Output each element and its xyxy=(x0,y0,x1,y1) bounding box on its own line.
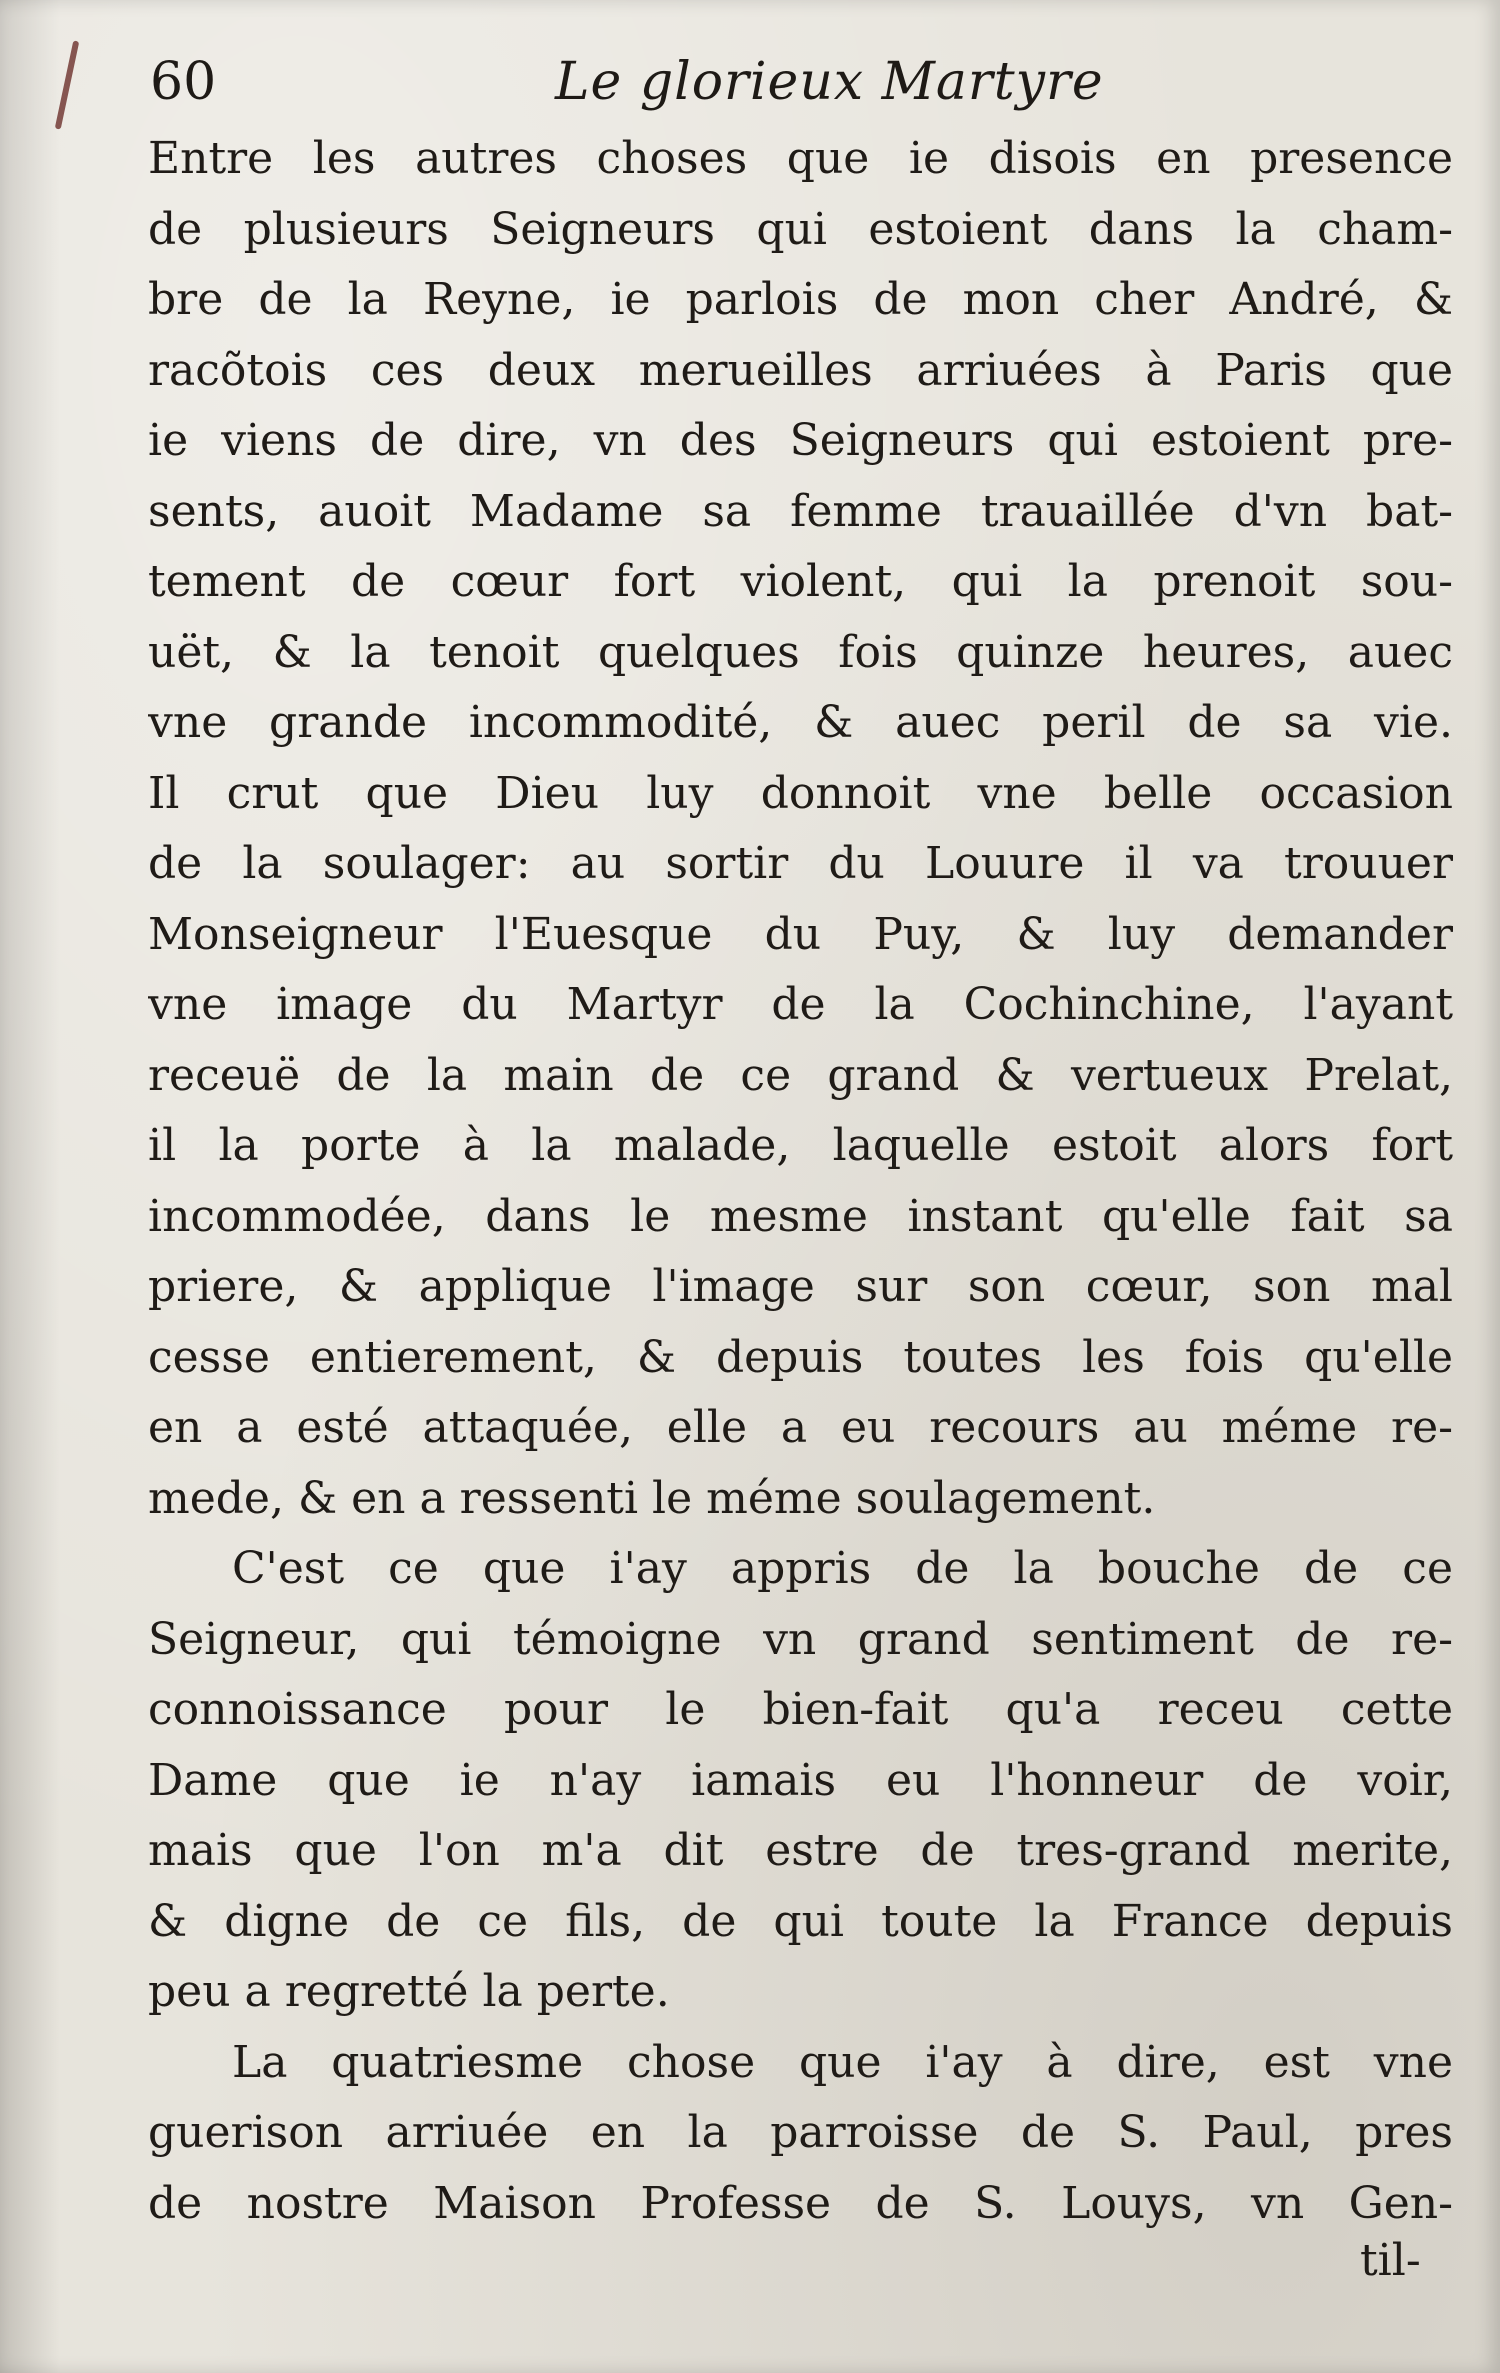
text-line: cesse entierement, & depuis toutes les fois qu'elle xyxy=(148,1331,1453,1383)
catchword: til- xyxy=(1360,2235,1421,2286)
paragraph-start-line: C'est ce que i'ay appris de la bouche de ce xyxy=(232,1543,1453,1594)
ink-margin-mark xyxy=(55,40,80,129)
text-line: Il crut que Dieu luy donnoit vne belle occasion xyxy=(148,767,1453,819)
text-line: ie viens de dire, vn des Seigneurs qui estoient pre- xyxy=(148,415,1453,466)
text-line: & digne de ce fils, de qui toute la France depuis xyxy=(148,1895,1453,1947)
text-line: mais que l'on m'a dit estre de tres-grand merite, xyxy=(148,1825,1453,1876)
text-line: guerison arriuée en la parroisse de S. Paul, pres xyxy=(148,2107,1453,2158)
page-header xyxy=(150,52,1450,122)
text-line: vne grande incommodité, & auec peril de sa vie. xyxy=(148,697,1453,748)
text-line: uët, & la tenoit quelques fois quinze heures, auec xyxy=(148,626,1453,678)
text-line: de plusieurs Seigneurs qui estoient dans la cham- xyxy=(148,203,1453,255)
text-line: bre de la Reyne, ie parlois de mon cher André, & xyxy=(148,274,1453,325)
text-line: il la porte à la malade, laquelle estoit alors fort xyxy=(148,1120,1453,1171)
text-line: en a esté attaquée, elle a eu recours au méme re- xyxy=(148,1402,1453,1453)
running-title: Le glorieux Martyre xyxy=(555,52,1104,112)
text-line: vne image du Martyr de la Cochinchine, l'ayant xyxy=(148,979,1453,1030)
text-line: peu a regretté la perte. xyxy=(148,1966,670,2017)
text-line: mede, & en a ressenti le méme soulagement. xyxy=(148,1472,1156,1524)
text-line: racõtois ces deux merueilles arriuées à Paris que xyxy=(148,344,1453,396)
page-number: 60 xyxy=(150,52,217,112)
paragraph-start-line: La quatriesme chose que i'ay à dire, est vne xyxy=(232,2036,1453,2088)
text-line: Seigneur, qui témoigne vn grand sentiment de re- xyxy=(148,1613,1453,1665)
body-text xyxy=(148,124,1453,2239)
text-line: receuë de la main de ce grand & vertueux Prelat, xyxy=(148,1049,1453,1101)
text-line: incommodée, dans le mesme instant qu'elle fait sa xyxy=(148,1190,1453,1242)
text-line: priere, & applique l'image sur son cœur, son mal xyxy=(148,1261,1453,1312)
text-line: de la soulager: au sortir du Louure il va trouuer xyxy=(148,838,1453,889)
text-line: tement de cœur fort violent, qui la prenoit sou- xyxy=(148,556,1453,607)
text-line: sents, auoit Madame sa femme trauaillée d'vn bat- xyxy=(148,485,1453,537)
text-line: Monseigneur l'Euesque du Puy, & luy demander xyxy=(148,908,1453,960)
text-line: Entre les autres choses que ie disois en presence xyxy=(148,133,1453,184)
text-line: de nostre Maison Professe de S. Louys, vn Gen- xyxy=(148,2177,1453,2229)
text-line: Dame que ie n'ay iamais eu l'honneur de voir, xyxy=(148,1754,1453,1806)
text-line: connoissance pour le bien-fait qu'a receu cette xyxy=(148,1684,1453,1735)
